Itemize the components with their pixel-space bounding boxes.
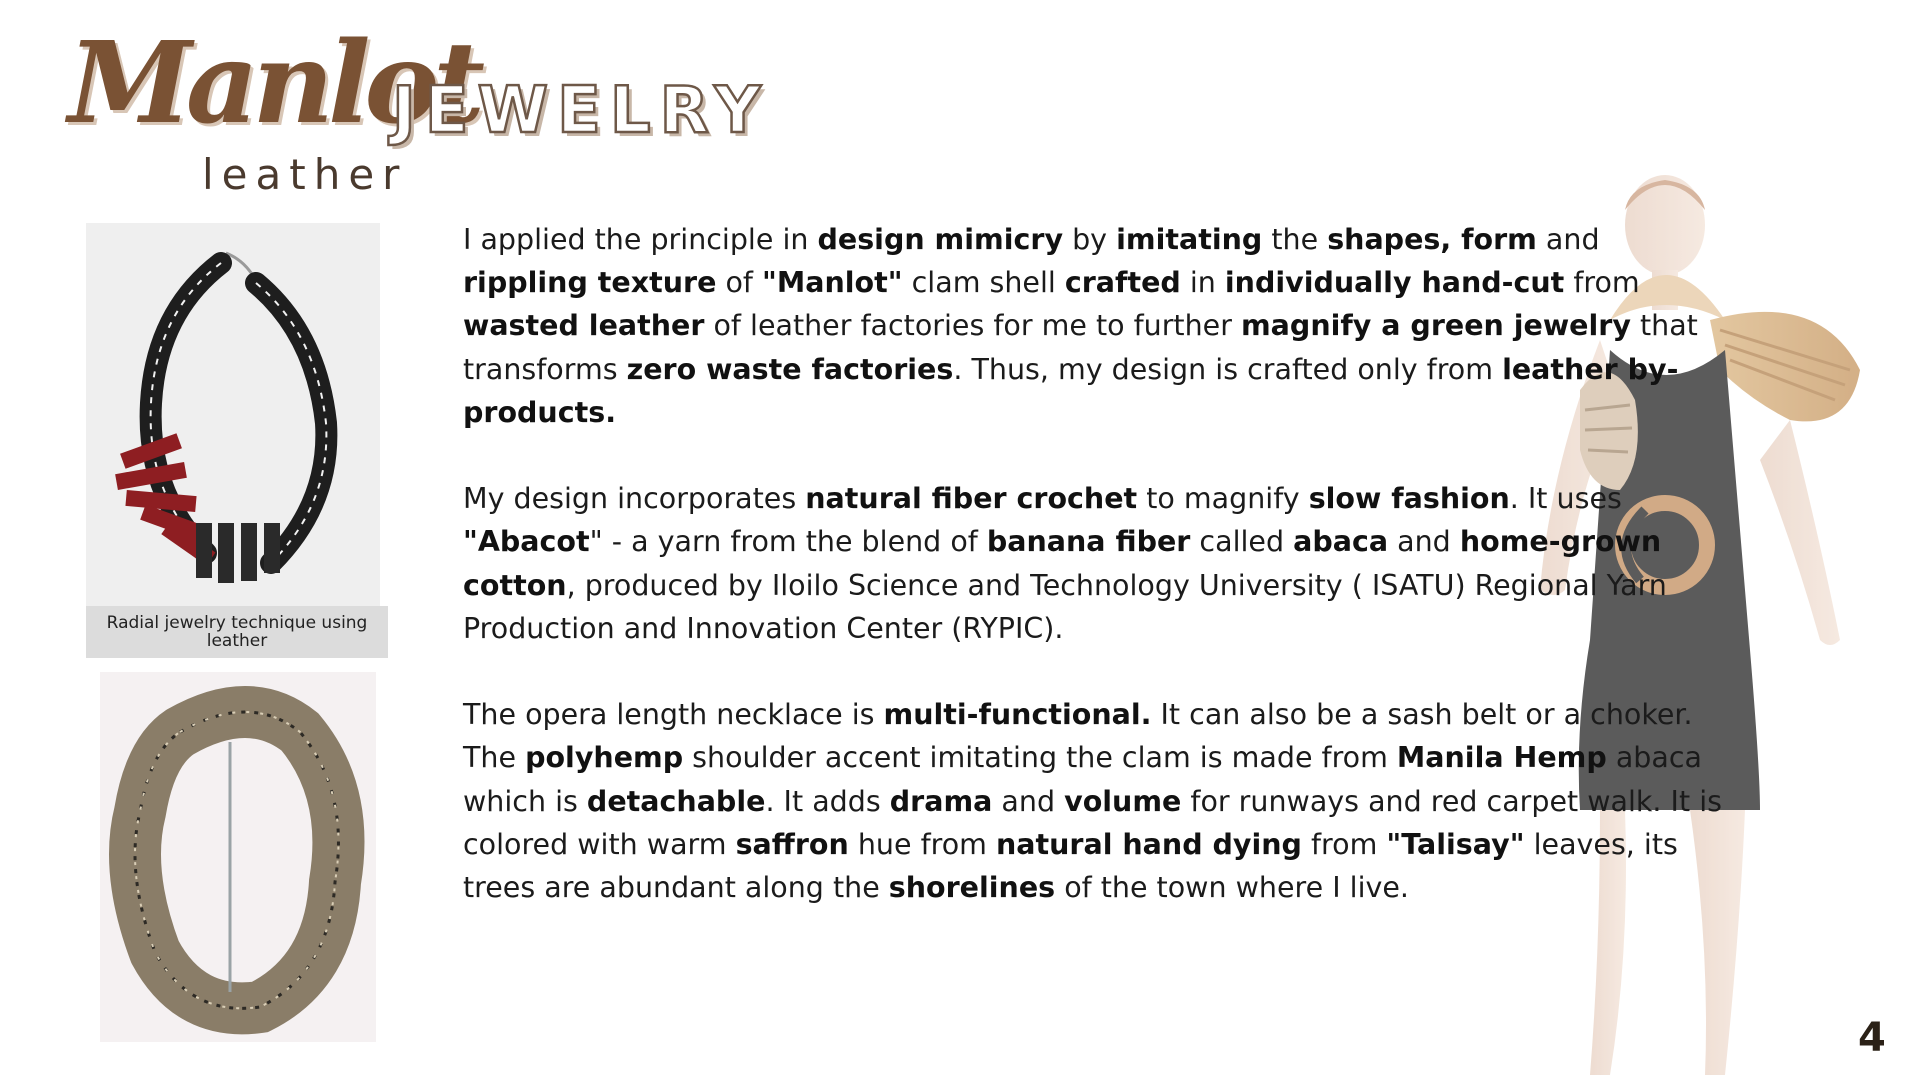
emphasis-text: magnify a green jewelry — [1240, 309, 1631, 343]
emphasis-text: "Talisay" — [1386, 827, 1525, 861]
body-text-run: , produced by Iloilo Science and Technology University ( ISATU) Regional Yarn Production and Innovation Center (RYPIC). — [463, 568, 1667, 645]
emphasis-text: leather by-products. — [463, 352, 1679, 429]
brand-script-title: Manlot — [68, 18, 479, 149]
design-description — [463, 218, 1723, 952]
body-text-run: It can also be a sash belt or a choker. The — [463, 698, 1693, 775]
emphasis-text: multi-functional. — [883, 698, 1152, 732]
emphasis-text: polyhemp — [525, 741, 684, 775]
body-text-run: abaca which is — [463, 741, 1702, 818]
body-text-run: that transforms — [463, 309, 1698, 386]
paragraph-design-mimicry — [463, 218, 1723, 434]
body-text-run: in — [1180, 266, 1225, 300]
body-text-run: I applied the principle in — [463, 223, 818, 256]
emphasis-text: "Abacot — [463, 525, 590, 559]
body-text-run: . It adds — [765, 784, 890, 818]
emphasis-text: detachable — [586, 784, 766, 818]
body-text-run: The opera length necklace is — [463, 698, 884, 732]
body-text-run: clam shell — [902, 266, 1065, 300]
body-text-run: of — [716, 266, 763, 300]
paragraph-crochet — [463, 477, 1723, 650]
body-text-run: by — [1063, 223, 1117, 256]
emphasis-text: home-grown cotton — [463, 525, 1662, 602]
brand-subtitle: leather — [202, 150, 408, 199]
body-text-run: and — [992, 784, 1065, 818]
emphasis-text: saffron — [735, 827, 849, 861]
body-text-run: from — [1301, 827, 1387, 861]
radial-leather-necklace-photo — [86, 223, 380, 606]
emphasis-text: individually hand-cut — [1224, 266, 1565, 300]
emphasis-text: volume — [1064, 784, 1182, 818]
emphasis-text: wasted leather — [463, 309, 705, 343]
body-text-run: of the town where I live. — [1055, 871, 1409, 905]
emphasis-text: shapes, form — [1327, 223, 1537, 256]
body-text-run: to magnify — [1137, 482, 1309, 516]
emphasis-text: rippling texture — [463, 266, 717, 300]
emphasis-text: natural hand dying — [995, 827, 1302, 861]
brand-word-jewelry: JEWELRY — [392, 74, 770, 148]
body-text-run: leaves, its trees are abundant along the — [463, 827, 1678, 905]
emphasis-text: Manila Hemp — [1396, 741, 1607, 775]
emphasis-text: zero waste factories — [626, 352, 954, 386]
body-text-run: hue from — [848, 827, 996, 861]
emphasis-text: "Manlot" — [762, 266, 903, 300]
body-text-run: for runways and red carpet walk. It is colored with warm — [463, 784, 1722, 861]
emphasis-text: banana fiber — [986, 525, 1191, 559]
necklace-caption: Radial jewelry technique using leather — [86, 606, 388, 658]
emphasis-text: abaca — [1293, 525, 1389, 559]
body-text-run: and — [1388, 525, 1460, 559]
paragraph-multifunctional — [463, 693, 1723, 909]
emphasis-text: imitating — [1116, 223, 1263, 256]
body-text-run: . Thus, my design is crafted only from — [953, 352, 1503, 386]
body-text-run: shoulder accent imitating the clam is made from — [683, 741, 1397, 775]
emphasis-text: shorelines — [888, 871, 1056, 905]
emphasis-text: design mimicry — [817, 223, 1064, 256]
page-number: 4 — [1858, 1015, 1886, 1061]
body-text-run: called — [1190, 525, 1294, 559]
body-text-run: and — [1536, 223, 1600, 256]
emphasis-text: drama — [889, 784, 993, 818]
emphasis-text: crafted — [1064, 266, 1181, 300]
emphasis-text: natural fiber crochet — [805, 482, 1138, 516]
wavy-leather-necklace-photo — [100, 672, 376, 1042]
body-text-run: . It uses — [1509, 482, 1622, 516]
body-text-run: from — [1564, 266, 1640, 300]
emphasis-text: slow fashion — [1308, 482, 1510, 516]
body-text-run: of leather factories for me to further — [704, 309, 1241, 343]
body-text-run: My design incorporates — [463, 482, 806, 516]
body-text-run: " - a yarn from the blend of — [589, 525, 987, 559]
body-text-run: the — [1262, 223, 1328, 256]
